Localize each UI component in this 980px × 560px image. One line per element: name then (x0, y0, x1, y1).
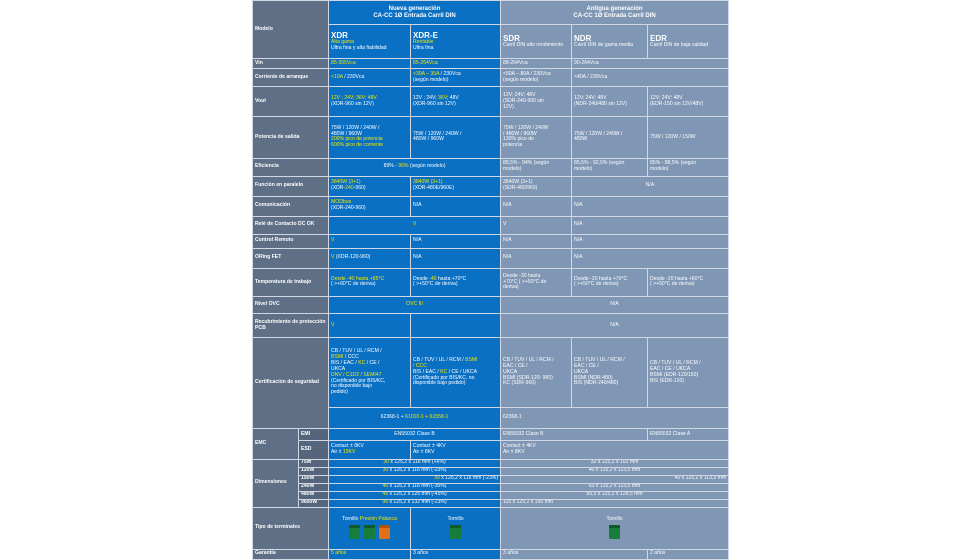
relay-new: V (329, 216, 501, 234)
inrush-xdr-value: <10A (331, 73, 343, 80)
vout-xdr-values: 12V ; 24V; 36V; 48V (331, 94, 377, 101)
inrush-sdr: <50A – 80A / 230Vca (según modelo) (501, 69, 572, 87)
parallel-sdr: 3840W (3+1) (SDR-480/960) (501, 176, 572, 196)
esd-xdr-b: Air ± (331, 448, 343, 455)
dims-old: 110 x 125,2 x 150 mm (501, 499, 729, 507)
dims-new-rest: x 125,2 x 116 mm (-23%) (388, 467, 447, 474)
cert-sdr: CB / TUV / UL / RCM / EAC / CE / UKCA BSMI (SDR-120- 960) KC (SDR-960) (501, 338, 572, 408)
dims-watt: 150W (299, 475, 329, 483)
temp-xdr-e-b: hasta +70°C (436, 275, 467, 282)
label-remote: Control Remoto (253, 234, 329, 248)
comm-xdr-b: (XDR-240-960) (331, 205, 366, 212)
label-dimensions: Dimensiones (253, 459, 299, 507)
warranty-edr: 2 años (648, 549, 729, 559)
vout-sdr: 12V; 24V; 48V (SDR-240-960 sin 12V) (501, 87, 572, 117)
dims-watt: 480W (299, 491, 329, 499)
dims-new-width: 30 (434, 475, 440, 482)
orange-lever-terminal-icon (379, 525, 390, 539)
terminals-xdr-e-wrap (413, 508, 498, 549)
cert-xdr-hl1: BSMI (331, 354, 344, 361)
pcb-xdr: V (329, 314, 411, 338)
power-edr: 75W / 120W / 150W (648, 117, 729, 158)
model-name: EDR (650, 34, 667, 44)
dims-new-width: 48 (382, 491, 389, 498)
cert-xdr-e-e: (Certificado por BIS/KC, no disponible bajo pedido) (413, 374, 475, 387)
power-xdr-e: 75W / 120W / 240W / 480W / 960W (411, 117, 501, 158)
esd-old (501, 441, 729, 459)
remote-other: N/A (572, 234, 729, 248)
cert-standard-old: 62368-1 (501, 408, 729, 429)
temp-edr: Desde -20 hasta +60°C ( >+50°C de deriva) (648, 268, 729, 296)
temp-xdr-e-hl: -40 (429, 275, 437, 282)
dims-old: 40 x 125,2 x 113,5 mm (501, 467, 729, 475)
vout-xdr-e (411, 87, 501, 117)
cert-xdr-a: CB / TUV / UL / RCM / (331, 348, 382, 355)
dims-watt: 120W (299, 467, 329, 475)
model-name: SDR (503, 34, 520, 44)
esd-xdr-a: Contact ± 8KV (331, 443, 364, 450)
pcb-xdr-e (411, 314, 501, 338)
model-name: XDR-E (413, 31, 438, 41)
label-temperature: Temperatura de trabajo (253, 268, 329, 296)
parallel-xdr-e-a: 3840W (3+1) (413, 179, 443, 186)
remote-sdr: N/A (501, 234, 572, 248)
dims-old: 85,5 x 125,2 x 128,5 mm (501, 491, 729, 499)
cert-xdr-d: / CE / (365, 360, 380, 367)
dims-new-width: 40 (382, 483, 389, 490)
label-power: Potencia de salida (253, 117, 329, 158)
dims-new (329, 483, 501, 491)
cert-xdr-hl3: DNV / C1D2 / SEMI47 (331, 371, 382, 378)
parallel-xdr-e-b: (XDR-480E/960E) (413, 185, 455, 192)
oring-xdr-e: N/A (411, 248, 501, 268)
dims-watt: 75W (299, 459, 329, 467)
inrush-xdr-unit: / 230Vca (342, 73, 365, 80)
efficiency-new (329, 158, 501, 176)
parallel-xdr-c: -960) (353, 185, 366, 192)
inrush-xdr-e (411, 69, 501, 87)
green-terminal-block-icon (349, 525, 360, 539)
oring-xdr-b: (XDR-120-960) (334, 254, 371, 261)
dims-old: 40 x 125,2 x 113,5 mm (501, 475, 729, 483)
inrush-xdr-e-note: (según modelo) (413, 76, 449, 83)
model-tag: Rentable (413, 39, 434, 46)
remote-xdr-e: N/A (411, 234, 501, 248)
label-terminals: Tipo de terminales (253, 507, 329, 549)
inrush-ndr-edr: <40A / 230Vca (572, 69, 729, 87)
parallel-xdr-b: (XDR- (331, 185, 346, 192)
temp-xdr-b: ( >+60°C de deriva) (331, 281, 376, 288)
vin-xdr-e: 85-264Vca (411, 59, 501, 69)
temp-xdr (329, 268, 411, 296)
efficiency-new-a: 89% - (383, 163, 399, 170)
label-efficiency: Eficiencia (253, 158, 329, 176)
temp-sdr: Desde -30 hasta +70°C ( >+50°C de deriva) (501, 268, 572, 296)
inrush-xdr-e-value: <30A – 35A (413, 70, 440, 77)
dims-new-rest: x 125,2 x 125 mm (-45%) (388, 491, 447, 498)
dims-new (329, 475, 501, 483)
green-terminal-block-icon (450, 525, 461, 539)
label-warranty: Garantía (253, 549, 329, 559)
terminal-images (349, 525, 390, 539)
esd-old-a: Contact ± 4KV (503, 443, 536, 450)
model-desc: Carril DIN alto rendimiento (503, 42, 564, 49)
vout-xdr (329, 87, 411, 117)
cert-standard-new-hl: 61010-1 + 61558-1 (405, 414, 449, 421)
cert-xdr-hl2: KC (358, 360, 366, 367)
oring-xdr-a: V (331, 254, 335, 261)
esd-xdr-e-a: Contact ± 4KV (413, 443, 446, 450)
label-ovc: Nivel OVC (253, 296, 329, 313)
model-ndr (572, 25, 648, 59)
terminals-old (501, 507, 729, 549)
old-generation-title: Antigua generación (586, 5, 643, 12)
vout-xdr-e-b: ; 48V (446, 94, 459, 101)
emi-sdr-ndr: EN55032 Clase B (501, 429, 648, 441)
temp-xdr-a: Desde -40 hasta +85°C (331, 275, 385, 282)
model-tag: Alta gama (331, 39, 354, 46)
new-generation-title: Nueva generación (388, 5, 441, 12)
temp-xdr-e-a: Desde (413, 275, 430, 282)
cert-xdr-e-d: / CE / UKCA (447, 368, 478, 375)
dims-new-width: 96 (382, 499, 389, 506)
dims-new (329, 491, 501, 499)
esd-xdr-e-b: Air ± 8KV (413, 448, 435, 455)
oring-sdr: N/A (501, 248, 572, 268)
temp-xdr-e (411, 268, 501, 296)
label-modelo: Modelo (253, 1, 329, 59)
dims-old: 32 x 125,2 x 102 mm (501, 459, 729, 467)
cert-xdr-e-c: BIS / EAC / (413, 368, 441, 375)
temp-xdr-e-c: ( >+50°C de deriva) (413, 281, 458, 288)
vout-edr: 12V; 24V; 48V (EDR-150 sin 12V/48V) (648, 87, 729, 117)
terminal-images (609, 525, 620, 539)
power-xdr-values: 75W / 120W / 240W / 480W / 960W (331, 124, 380, 137)
terminals-xdr-e-label: Tornillo (447, 516, 464, 523)
temp-ndr: Desde -20 hasta +70°C ( >+50°C de deriva) (572, 268, 648, 296)
vout-ndr: 12V; 24V; 48V (NDR-240/480 sin 12V) (572, 87, 648, 117)
label-oring: ORing FET (253, 248, 329, 268)
label-emi: EMI (299, 429, 329, 441)
emi-new: EN55032 Clase B (329, 429, 501, 441)
cert-xdr (329, 338, 411, 408)
terminals-xdr-e (411, 507, 501, 549)
warranty-xdr-e: 3 años (411, 549, 501, 559)
dims-new-rest: x 125,2 x 116 mm (-35%) (388, 483, 447, 490)
efficiency-ndr: 85,5% - 92,5% (según modelo) (572, 158, 648, 176)
model-name: XDR (331, 31, 348, 41)
terminals-xdr (329, 507, 411, 549)
vin-xdr: 85-305Vca (329, 59, 411, 69)
efficiency-new-b: (según modelo) (408, 163, 446, 170)
model-edr (648, 25, 729, 59)
model-desc: Carril DIN de baja calidad (650, 42, 709, 49)
model-name: NDR (574, 34, 592, 44)
dims-new (329, 459, 501, 467)
oring-xdr (329, 248, 411, 268)
label-pcb: Recubrimiento de protección PCB (253, 314, 329, 338)
model-desc: Carril DIN de gama media (574, 42, 633, 49)
parallel-xdr-hl: 240 (345, 185, 354, 192)
terminals-xdr-wrap (331, 508, 408, 549)
esd-xdr (329, 441, 411, 459)
dims-new-width: 30 (383, 459, 390, 466)
cert-xdr-e-a: CB / TUV / UL / RCM / (413, 357, 466, 364)
cert-xdr-e-hl2: KC (440, 368, 448, 375)
label-certification: Certificación de seguridad (253, 338, 329, 429)
old-generation-subtitle: CA-CC 1Ø Entrada Carril DIN (573, 12, 656, 19)
inrush-xdr-e-unit: / 230Vca (439, 70, 461, 77)
label-emc: EMC (253, 429, 299, 459)
cert-standard-new-a: 62368-1 + (380, 414, 406, 421)
vout-xdr-e-a: 12V ; 24V; (413, 94, 439, 101)
inrush-xdr (329, 69, 411, 87)
emi-edr: EN55032 Clase A (648, 429, 729, 441)
cert-xdr-e (411, 338, 501, 408)
ovc-new: OVC III (329, 296, 501, 313)
parallel-xdr-e (411, 176, 501, 196)
dims-new-width: 30 (382, 467, 389, 474)
terminals-xdr-hl: Presión Palanca (359, 516, 397, 523)
label-communication: Comunicación (253, 196, 329, 216)
terminals-xdr-a: Tornillo (342, 516, 360, 523)
cert-ndr: CB / TUV / UL / RCM / EAC / CE / UKCA BSMI (NDR-480) BIS (NDR-240/480) (572, 338, 648, 408)
power-sdr: 75W / 120W / 240W / 480W / 960W 130% pico de potencia (501, 117, 572, 158)
cert-xdr-e-b: / CCC (413, 362, 427, 369)
power-xdr-peak: 200% pico de potencia 600% pico de corriente (331, 136, 384, 149)
model-sdr (501, 25, 572, 59)
relay-other: N/A (572, 216, 729, 234)
comm-xdr-e: N/A (411, 196, 501, 216)
old-generation-header (501, 1, 729, 25)
remote-xdr: V (329, 234, 411, 248)
dims-old: 63 x 125,2 x 113,5 mm (501, 483, 729, 491)
comparison-table (252, 0, 729, 560)
power-ndr: 75W / 120W / 240W / 480W (572, 117, 648, 158)
comm-xdr (329, 196, 411, 216)
dims-new-rest: x 125,2 x 132 mm (-23%) (388, 499, 447, 506)
terminals-old-wrap (503, 508, 726, 549)
label-inrush: Corriente de arranque (253, 69, 329, 87)
esd-xdr-hl: 15KV (342, 448, 356, 455)
dims-new (329, 499, 501, 507)
vout-xdr-note: (XDR-960 sin 12V) (331, 100, 374, 107)
dims-new (329, 467, 501, 475)
model-desc: Ultra fina y alta fiabilidad (331, 45, 387, 52)
dims-watt: 240W (299, 483, 329, 491)
vout-xdr-e-hl: 36V (438, 94, 447, 101)
warranty-sdr-ndr: 3 años (501, 549, 648, 559)
new-generation-subtitle: CA-CC 1Ø Entrada Carril DIN (373, 12, 456, 19)
dims-new-rest: x 125,2 x 116 mm (-23%) (439, 475, 499, 482)
relay-sdr: V (501, 216, 572, 234)
parallel-other: N/A (572, 176, 729, 196)
label-vin: Vin (253, 59, 329, 69)
ovc-old: N/A (501, 296, 729, 313)
label-esd: ESD (299, 441, 329, 459)
power-xdr (329, 117, 411, 158)
terminals-xdr-label (342, 517, 397, 523)
warranty-xdr: 5 años (329, 549, 411, 559)
cert-xdr-e: UKCA (331, 365, 346, 372)
dims-watt: 9600W (299, 499, 329, 507)
cert-xdr-e-hl1: BSMI (465, 357, 478, 364)
efficiency-sdr: 88,5% - 94% (según modelo) (501, 158, 572, 176)
cert-edr: CB / TUV / UL / RCM / EAC / CE / UKCA BSMI (EDR-120/150) BIS (EDR-120) (648, 338, 729, 408)
model-desc: Ultra fina (413, 45, 434, 52)
terminal-images (450, 525, 461, 539)
dims-new-rest: x 125,2 x 116 mm (+6%) (389, 459, 446, 466)
label-vout: Vout (253, 87, 329, 117)
label-parallel: Función en paralelo (253, 176, 329, 196)
pcb-old: N/A (501, 314, 729, 338)
new-generation-header (329, 1, 501, 25)
cert-standard-new (329, 408, 501, 429)
cert-xdr-f: (Certificado por BIS/KC, no disponible bajo pedido) (331, 377, 386, 396)
esd-xdr-e (411, 441, 501, 459)
model-xdr-e (411, 25, 501, 59)
cert-xdr-c: BIS / EAC / (331, 360, 359, 367)
label-relay: Relé de Contacto DC OK (253, 216, 329, 234)
parallel-xdr (329, 176, 411, 196)
terminals-old-label: Tornillo (606, 516, 623, 523)
vin-ndr-edr: 90-264Vca (572, 59, 729, 69)
cert-xdr-b: / CCC (343, 354, 359, 361)
parallel-xdr-a: 3840W (3+1) (331, 179, 361, 186)
vin-sdr: 88-264Vca (501, 59, 572, 69)
green-terminal-block-icon (609, 525, 620, 539)
comm-xdr-a: MODbus (331, 199, 352, 206)
green-terminal-block-icon (364, 525, 375, 539)
comm-sdr: N/A (501, 196, 572, 216)
efficiency-new-hl: 96% (398, 163, 409, 170)
efficiency-edr: 85% - 88,5% (según modelo) (648, 158, 729, 176)
oring-other: N/A (572, 248, 729, 268)
vout-xdr-e-note: (XDR-960 sin 12V) (413, 100, 456, 107)
model-xdr (329, 25, 411, 59)
esd-old-b: Air ± 8KV (503, 448, 525, 455)
comm-other: N/A (572, 196, 729, 216)
